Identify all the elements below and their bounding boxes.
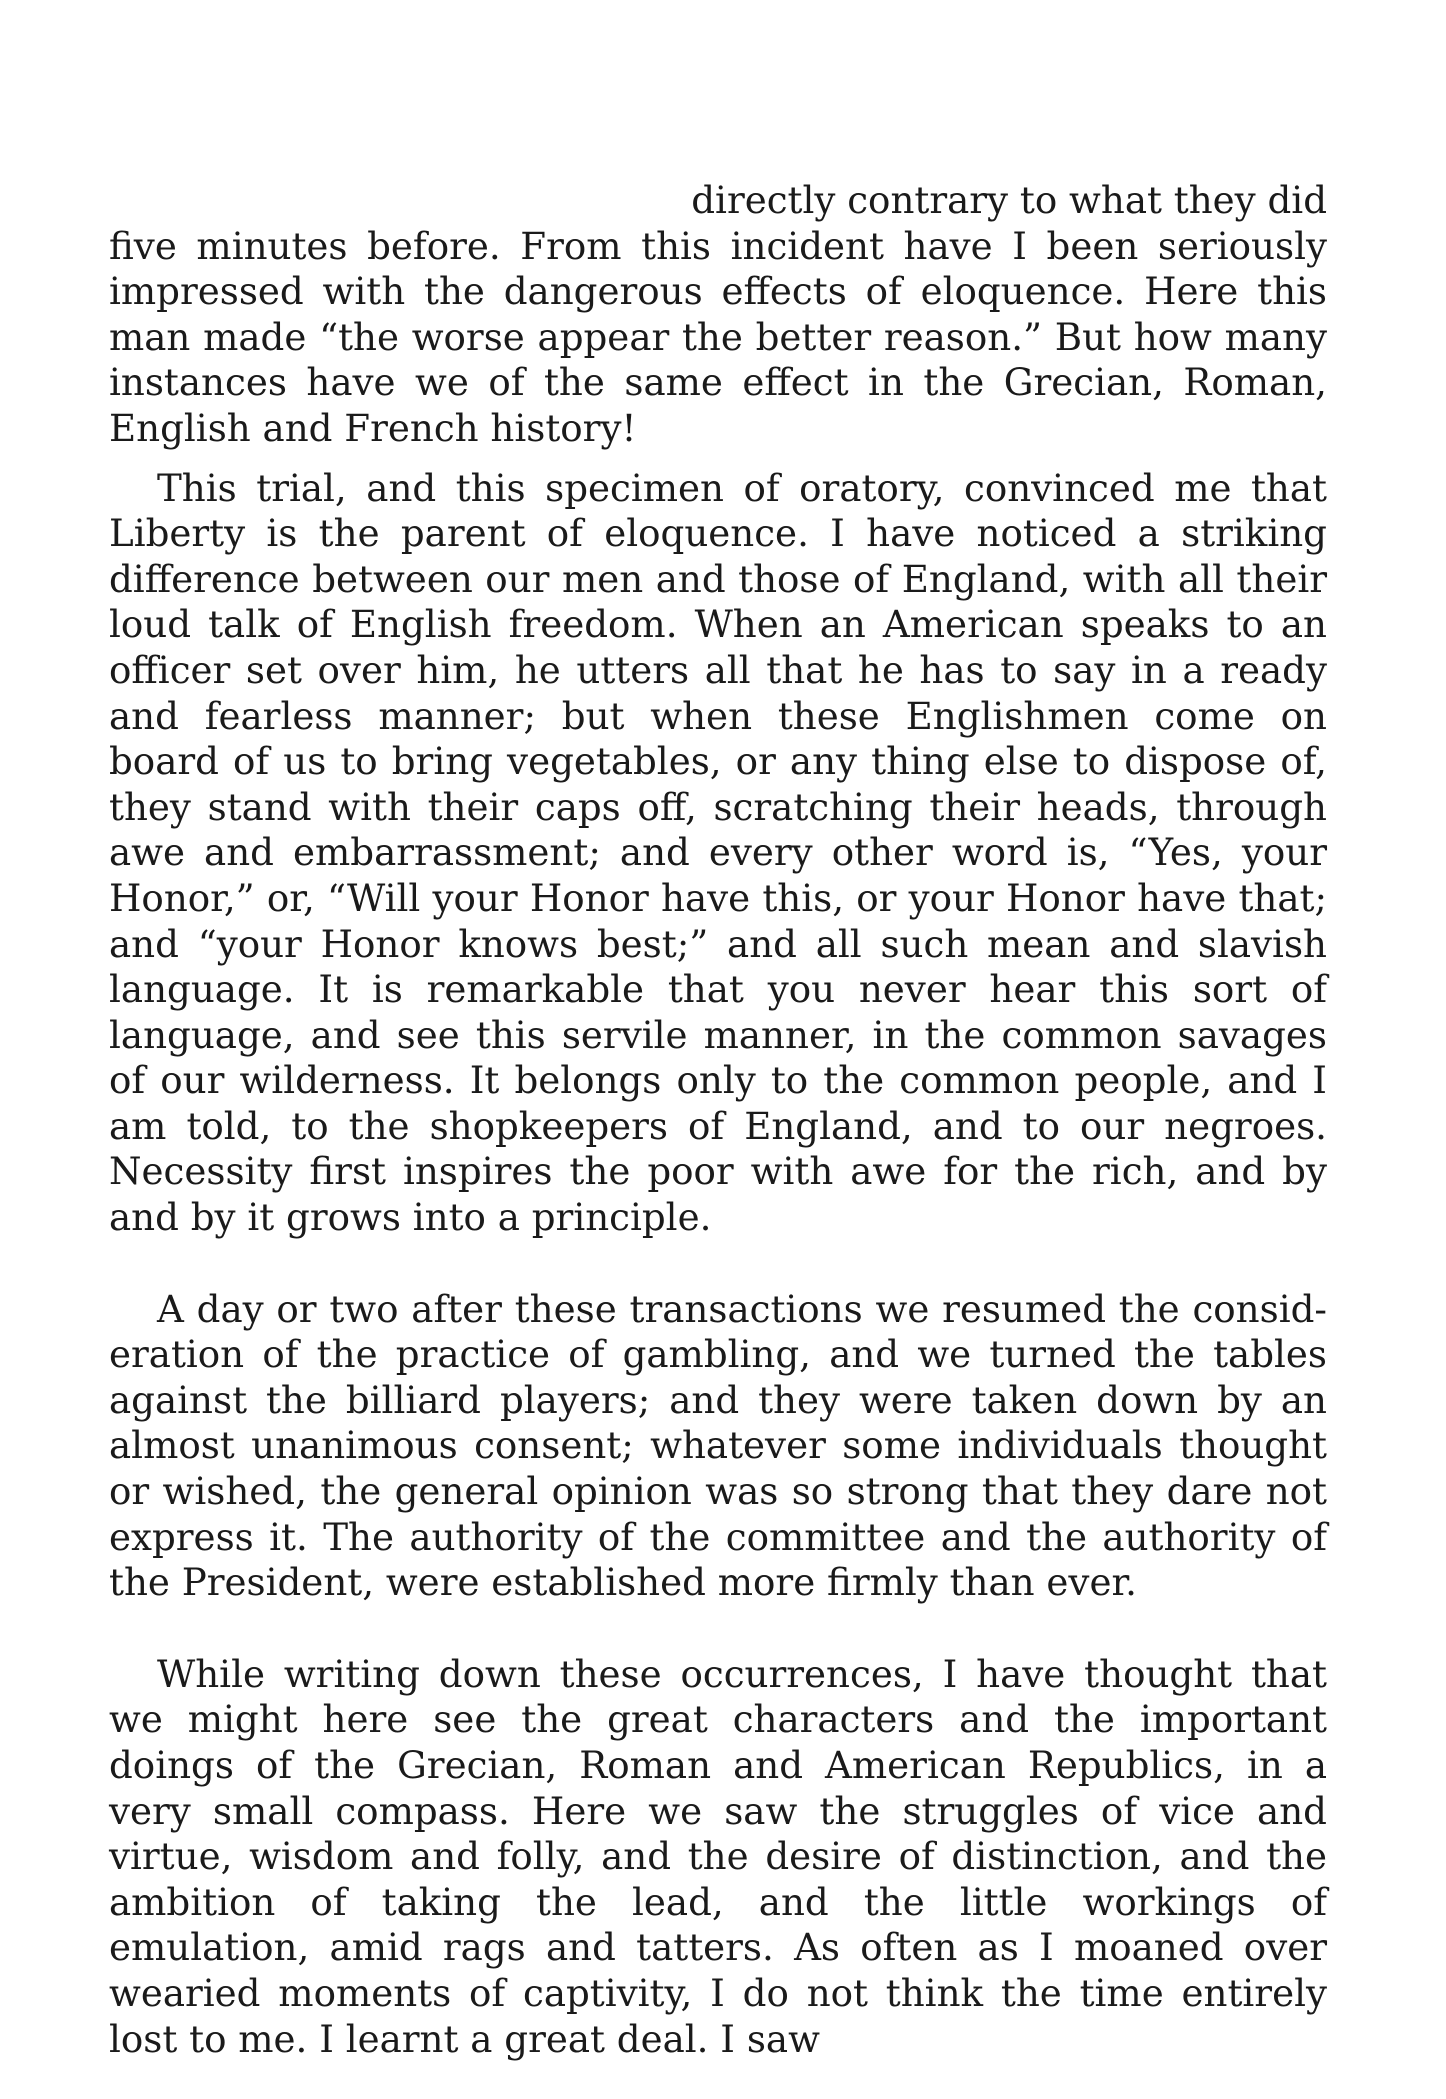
- paragraph-spacer: [109, 452, 1327, 466]
- paragraph-gambling: A day or two after these transactions we resumed the consideration of the practice of gambling, and we turned the tables against the billiard players; and they were taken down by an almost unanimous consent; whatever some individuals thought or wished, the general opinion was so strong that they dare not express it. The authority of the committee and the authority of the President, were established more firmly than ever.: [109, 1286, 1327, 1605]
- paragraph-spacer: [109, 1606, 1327, 1652]
- paragraph-continuation: [109, 178, 1327, 452]
- paragraph-liberty: This trial, and this specimen of oratory, convinced me that Liberty is the parent of eloquence. I have noticed a striking difference between our men and those of England, with all their loud talk of English freedom. When an American speaks to an officer set over him, he utters all that he has to say in a ready and fearless manner; but when these Englishmen come on board of us to bring vegetables, or any thing else to dispose of, they stand with their caps off, scratching their heads, through awe and embarrassment; and every other word is, “Yes, your Honor,” or, “Will your Honor have this, or your Honor have that; and “your Honor knows best;” and all such mean and slavish language. It is remarkable that you never hear this sort of language, and see this servile manner, in the common savages of our wilderness. It belongs only to the common people, and I am told, to the shopkeepers of England, and to our negroes. Necessity first inspires the poor with awe for the rich, and by and by it grows into a principle.: [109, 465, 1327, 1240]
- page-body: [109, 178, 1327, 2062]
- paragraph-lead-line: directly contrary to what they did: [691, 178, 1327, 222]
- paragraph-spacer: [109, 1241, 1327, 1287]
- paragraph-reflection: While writing down these occurrences, I have thought that we might here see the great characters and the important doings of the Grecian, Roman and American Republics, in a very small compass. Here we saw the struggles of vice and virtue, wisdom and folly, and the desire of distinction, and the ambition of taking the lead, and the little workings of emulation, amid rags and tatters. As often as I moaned over wearied moments of captivity, I do not think the time entirely lost to me. I learnt a great deal. I saw: [109, 1651, 1327, 2061]
- paragraph-text: five minutes before. From this incident have I been seriously impressed with the dangerous effects of eloquence. Here this man made “the worse appear the better reason.” But how many instances have we of the same effect in the Grecian, Roman, English and French history!: [109, 223, 1327, 450]
